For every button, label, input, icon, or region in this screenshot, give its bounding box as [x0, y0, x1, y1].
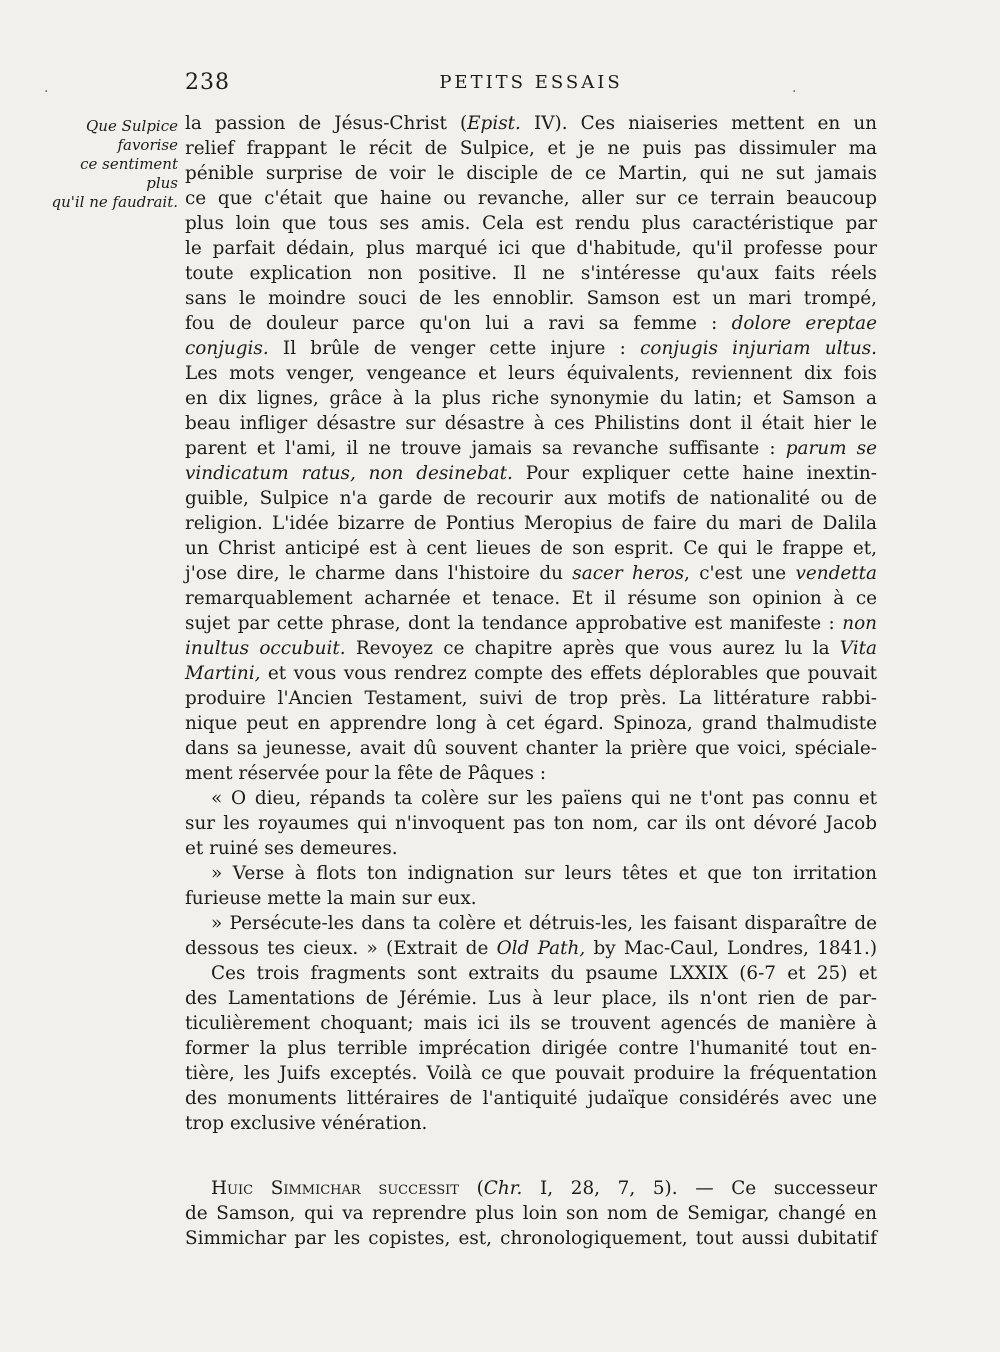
quote-line — [185, 811, 877, 836]
text-line — [185, 561, 877, 586]
italic-run: Epist. — [467, 113, 521, 134]
italic-run: parum se — [785, 438, 877, 459]
text-line — [185, 361, 877, 386]
text-run: « O dieu, répands ta colère sur les païens qui ne t'ont pas connu et — [211, 788, 877, 809]
margin-note-line: qu'il ne faudrait. — [51, 193, 178, 211]
quote-line — [185, 886, 877, 911]
text-line — [185, 1061, 877, 1086]
text-run: ticulièrement choquant; mais ici ils se trouvent agencés de manière à — [185, 1013, 877, 1034]
text-line — [185, 511, 877, 536]
text-line — [185, 261, 877, 286]
quote-line — [185, 786, 877, 811]
margin-note — [46, 117, 178, 212]
margin-note-line: ce sentiment plus — [80, 155, 178, 192]
text-line — [185, 636, 877, 661]
text-line — [185, 686, 877, 711]
text-line — [185, 1111, 877, 1136]
text-run: pénible surprise de voir le disciple de ce Martin, qui ne sut jamais — [185, 163, 877, 184]
text-line — [185, 436, 877, 461]
text-run: former la plus terrible imprécation dirigée contre l'humanité tout en- — [185, 1038, 877, 1059]
text-run: sur les royaumes qui n'invoquent pas ton nom, car ils ont dévoré Jacob — [185, 813, 877, 834]
margin-dot-right: . — [792, 80, 797, 96]
text-run: IV). Ces niaiseries mettent en un — [520, 113, 878, 134]
margin-note-line: Que Sulpice — [85, 117, 178, 135]
text-line — [185, 1226, 877, 1251]
text-run: relief frappant le récit de Sulpice, et je ne puis pas dissimuler ma — [185, 138, 877, 159]
text-line — [185, 111, 877, 136]
text-line — [185, 186, 877, 211]
text-line — [185, 486, 877, 511]
text-run: des monuments littéraires de l'antiquité judaïque considérés avec une — [185, 1088, 877, 1109]
text-run: I, 28, 7, 5). — Ce successeur — [522, 1178, 877, 1199]
text-run: dessous tes cieux. » (Extrait de — [185, 938, 497, 959]
quote-line — [185, 911, 877, 936]
text-run: produire l'Ancien Testament, suivi de trop près. La littérature rabbi- — [185, 688, 877, 709]
text-run: religion. L'idée bizarre de Pontius Meropius de faire du mari de Dalila — [185, 513, 877, 534]
text-line — [185, 536, 877, 561]
running-title: PETITS ESSAIS — [439, 72, 623, 93]
text-line — [185, 711, 877, 736]
text-run: et ruiné ses demeures. — [185, 838, 398, 859]
text-line — [185, 986, 877, 1011]
text-run: , c'est une — [684, 563, 796, 584]
text-run: fou de douleur parce qu'on lui a ravi sa femme : — [185, 313, 732, 334]
text-line — [185, 1086, 877, 1111]
text-line — [185, 761, 877, 786]
margin-dot-left: . — [44, 80, 49, 96]
text-line — [185, 311, 877, 336]
italic-run: conjugis. — [185, 338, 269, 359]
text-line — [185, 961, 877, 986]
text-run: » Persécute-les dans ta colère et détruis-les, les faisant disparaître de — [211, 913, 877, 934]
text-line — [185, 161, 877, 186]
text-run: Simmichar par les copistes, est, chronologiquement, tout aussi dubitatif — [185, 1228, 877, 1249]
quote-line — [185, 861, 877, 886]
text-run: sujet par cette phrase, dont la tendance approbative est manifeste : — [185, 613, 843, 634]
text-run: ce que c'était que haine ou revanche, aller sur ce terrain beaucoup — [185, 188, 877, 209]
text-line — [185, 1011, 877, 1036]
body-text — [185, 111, 877, 1251]
paragraph-gap — [185, 1136, 877, 1176]
text-line — [185, 411, 877, 436]
section-heading-line — [185, 1176, 877, 1201]
text-run: furieuse mette la main sur eux. — [185, 888, 477, 909]
text-run: plus loin que tous ses amis. Cela est rendu plus caractéristique par — [185, 213, 877, 234]
text-run: » Verse à flots ton indignation sur leurs têtes et que ton irritation — [211, 863, 877, 884]
italic-run: dolore ereptae — [731, 313, 877, 334]
text-line — [185, 336, 877, 361]
text-run: un Christ anticipé est à cent lieues de son esprit. Ce qui le frappe et, — [185, 538, 877, 559]
text-line — [185, 211, 877, 236]
italic-run: inultus occubuit. — [185, 638, 346, 659]
text-run: la passion de Jésus-Christ ( — [185, 113, 468, 134]
text-line — [185, 1201, 877, 1226]
text-run: le parfait dédain, plus marqué ici que d'habitude, qu'il professe pour — [185, 238, 877, 259]
page-header — [185, 70, 877, 100]
text-line — [185, 736, 877, 761]
italic-run: vindicatum ratus, non desinebat. — [185, 463, 513, 484]
italic-run: conjugis injuriam ultus. — [640, 338, 877, 359]
italic-run: Chr. — [483, 1178, 523, 1199]
italic-run: Martini, — [185, 663, 261, 684]
margin-note-line: favorise — [117, 136, 178, 154]
text-run: Revoyez ce chapitre après que vous aurez lu la — [345, 638, 840, 659]
italic-run: vendetta — [795, 563, 877, 584]
text-line — [185, 461, 877, 486]
text-line — [185, 136, 877, 161]
italic-run: Old Path, — [496, 938, 586, 959]
text-run: dans sa jeunesse, avait dû souvent chanter la prière que voici, spéciale- — [185, 738, 877, 759]
text-run: Il brûle de venger cette injure : — [268, 338, 641, 359]
text-run: et vous vous rendrez compte des effets déplorables que pouvait — [260, 663, 877, 684]
text-line — [185, 586, 877, 611]
text-run: remarquablement acharnée et tenace. Et il résume son opinion à ce — [185, 588, 877, 609]
page-number: 238 — [185, 70, 230, 95]
text-line — [185, 236, 877, 261]
text-run: nique peut en apprendre long à cet égard. Spinoza, grand thalmudiste — [185, 713, 877, 734]
text-run: parent et l'ami, il ne trouve jamais sa revanche suffisante : — [185, 438, 786, 459]
text-run: toute explication non positive. Il ne s'intéresse qu'aux faits réels — [185, 263, 877, 284]
section-lemma: Huic Simmichar successit — [211, 1178, 459, 1199]
text-run: ( — [458, 1178, 484, 1199]
text-run: ment réservée pour la fête de Pâques : — [185, 763, 547, 784]
text-run: Pour expliquer cette haine inextin- — [512, 463, 877, 484]
text-run: trop exclusive vénération. — [185, 1113, 428, 1134]
text-line — [185, 286, 877, 311]
quote-line — [185, 936, 877, 961]
text-line — [185, 1036, 877, 1061]
text-line — [185, 386, 877, 411]
text-run: tière, les Juifs exceptés. Voilà ce que pouvait produire la fréquentation — [185, 1063, 877, 1084]
italic-run: Vita — [839, 638, 877, 659]
text-line — [185, 611, 877, 636]
text-run: en dix lignes, grâce à la plus riche synonymie du latin; et Samson a — [185, 388, 877, 409]
text-line — [185, 661, 877, 686]
text-run: j'ose dire, le charme dans l'histoire du — [185, 563, 573, 584]
text-run: beau infliger désastre sur désastre à ces Philistins dont il était hier le — [185, 413, 877, 434]
text-run: de Samson, qui va reprendre plus loin son nom de Semigar, changé en — [185, 1203, 877, 1224]
italic-run: non — [842, 613, 877, 634]
text-run: sans le moindre souci de les ennoblir. Samson est un mari trompé, — [185, 288, 877, 309]
text-run: guible, Sulpice n'a garde de recourir aux motifs de nationalité ou de — [185, 488, 877, 509]
text-run: by Mac-Caul, Londres, 1841.) — [585, 938, 877, 959]
quote-line — [185, 836, 877, 861]
text-run: Les mots venger, vengeance et leurs équivalents, reviennent dix fois — [185, 363, 877, 384]
text-run: des Lamentations de Jérémie. Lus à leur place, ils n'ont rien de par- — [185, 988, 877, 1009]
text-run: Ces trois fragments sont extraits du psaume LXXIX (6-7 et 25) et — [211, 963, 877, 984]
italic-run: sacer heros — [572, 563, 685, 584]
